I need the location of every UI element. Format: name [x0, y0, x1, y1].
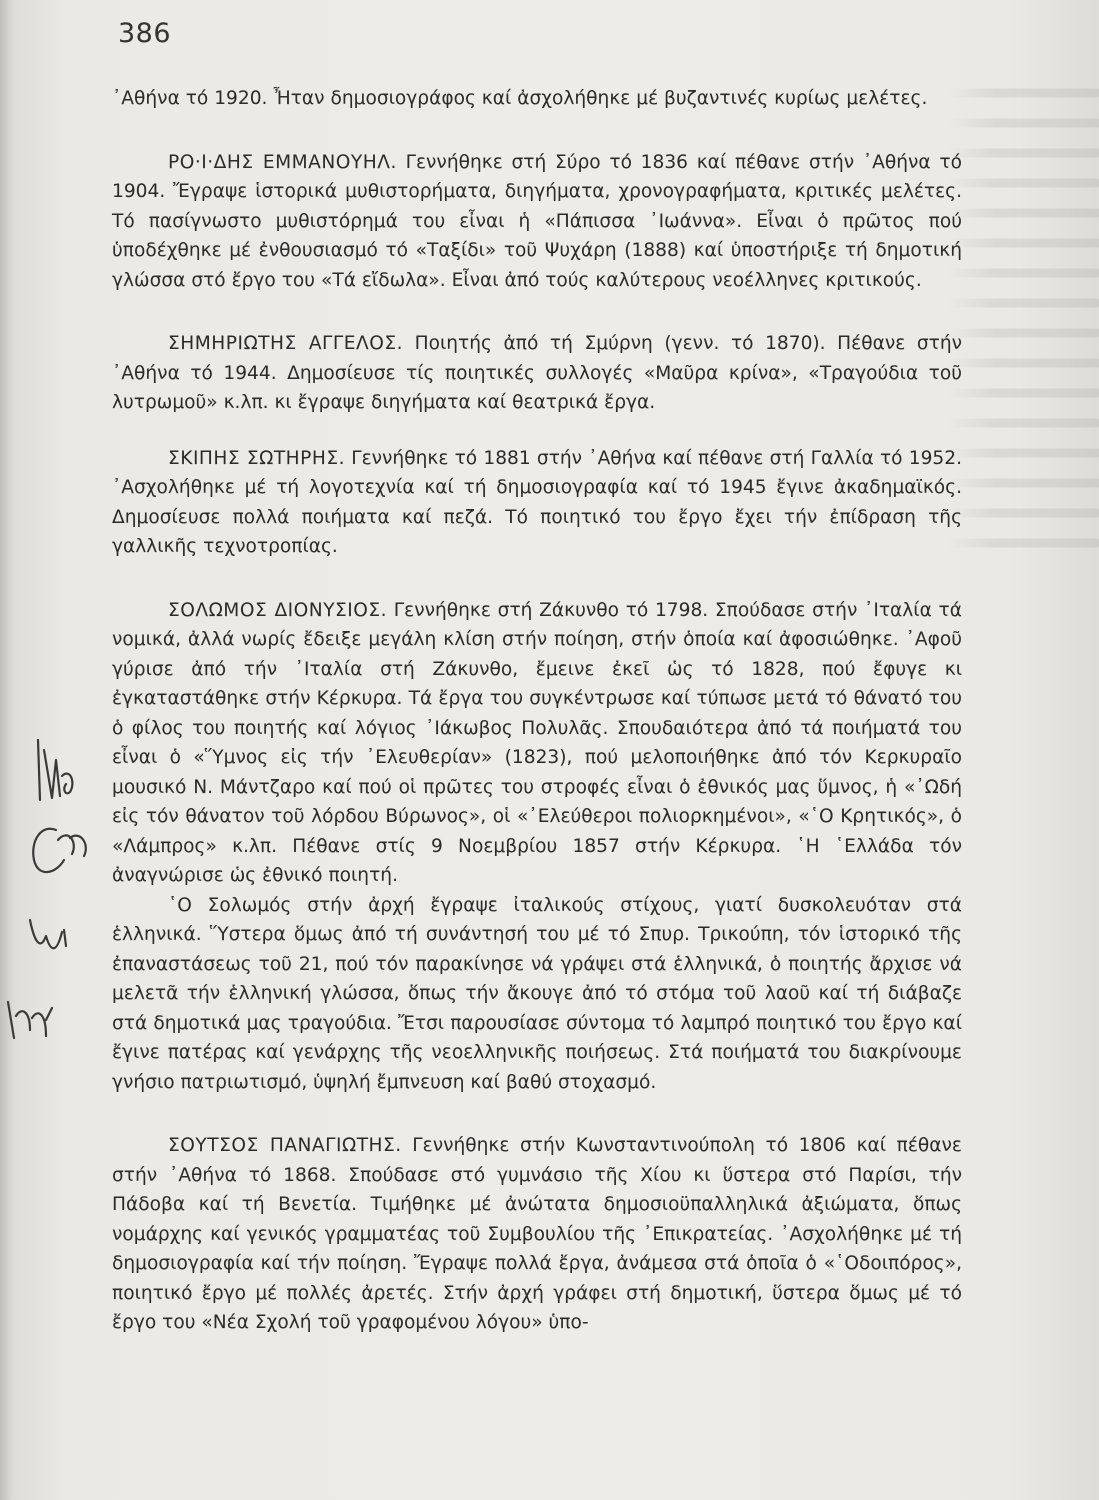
entry-skipis [112, 444, 962, 562]
entry-heading: ΣΟΥΤΣΟΣ ΠΑΝΑΓΙΩΤΗΣ. [168, 1135, 402, 1156]
text-column [112, 84, 962, 1338]
paragraph-body: ᾽Αθήνα τό 1920. Ἦταν δημοσιογράφος καί ἀσχολήθηκε μέ βυζαντινές κυρίως μελέτες. [112, 88, 928, 109]
entry-body: Γεννήθηκε τό 1881 στήν ᾽Αθήνα καί πέθανε στή Γαλλία τό 1952. ᾽Ασχολήθηκε μέ τή λογοτεχνία καί τή δημοσιογραφία καί τό 1945 ἔγινε ἀκαδημαϊκός. Δημοσίευσε πολλά ποιήματα καί πεζά. Τό ποιητικό του ἔργο ἔχει τήν ἐπίδραση τῆς γαλλικῆς τεχνοτροπίας. [112, 447, 962, 557]
paragraph-continuation [112, 84, 962, 114]
entry-body: Γεννήθηκε στή Σύρο τό 1836 καί πέθανε στήν ᾽Αθήνα τό 1904. Ἔγραψε ἱστορικά μυθιστορήματα, διηγήματα, χρονογραφήματα, κριτικές μελέτες. Τό πασίγνωστο μυθιστόρημά του εἶναι ἡ «Πάπισσα ᾽Ιωάννα». Εἶναι ὁ πρῶτος πού ὑποδέχθηκε μέ ἐνθουσιασμό τό «Ταξίδι» τοῦ Ψυχάρη (1888) καί ὑποστήριξε τή δημοτική γλώσσα στό ἔργο του «Τά εἴδωλα». Εἶναι ἀπό τούς καλύτερους νεοέλληνες κριτικούς. [112, 151, 962, 291]
paragraph-body: ῾Ο Σολωμός στήν ἀρχή ἔγραψε ἰταλικούς στίχους, γιατί δυσκολευόταν στά ἑλληνικά. Ὕστερα ὅμως ἀπό τή συνάντησή του μέ τό Σπυρ. Τρικούπη, τόν ἱστορικό τῆς ἐπαναστάσεως τοῦ 21, πού τόν παρακίνησε νά γράψει στά ἑλληνικά, ὁ ποιητής ἄρχισε νά μελετᾶ τήν ἑλληνική γλώσσα, ὅπως τήν ἄκουγε ἀπό τό στόμα τοῦ λαοῦ καί τή διάβαζε στά δημοτικά μας τραγούδια. Ἔτσι παρουσίασε σύντομα τό λαμπρό ποιητικό του ἔργο καί ἔγινε πατέρας καί γενάρχης τῆς νεοελληνικῆς ποιήσεως. Στά ποιήματά του διακρίνουμε γνήσιο πατριωτισμό, ὑψηλή ἔμπνευση καί βαθύ στοχασμό. [112, 894, 962, 1093]
entry-solomos [112, 596, 962, 891]
paragraph-solomos-continued [112, 891, 962, 1098]
bleed-through-text [949, 80, 1099, 560]
handwritten-margin-scribble [0, 720, 100, 1080]
entry-heading: ΣΗΜΗΡΙΩΤΗΣ ΑΓΓΕΛΟΣ. [168, 333, 404, 354]
entry-body: Γεννήθηκε στήν Κωνσταντινούπολη τό 1806 καί πέθανε στήν ᾽Αθήνα τό 1868. Σπούδασε στό γυμνάσιο τῆς Χίου κι ὕστερα στό Παρίσι, τήν Πάδοβα καί τή Βενετία. Τιμήθηκε μέ ἀνώτατα δημοσιοϋπαλληλικά ἀξιώματα, ὅπως νομάρχης καί γενικός γραμματέας τοῦ Συμβουλίου τῆς ᾽Επικρατείας. ᾽Ασχολήθηκε μέ τή δημοσιογραφία καί τήν ποίηση. Ἔγραψε πολλά ἔργα, ἀνάμεσα στά ὁποῖα ὁ «῾Οδοιπόρος», ποιητικό ἔργο μέ πολλές ἀρετές. Στήν ἀρχή γράφει στή δημοτική, ὕστερα ὅμως μέ τό ἔργο του «Νέα Σχολή τοῦ γραφομένου λόγου» ὑπο- [112, 1135, 962, 1333]
entry-body: Γεννήθηκε στή Ζάκυνθο τό 1798. Σπούδασε στήν ᾽Ιταλία τά νομικά, ἀλλά νωρίς ἔδειξε μεγάλη κλίση στήν ποίηση, στήν ὁποία καί ἀφοσιώθηκε. ᾽Αφοῦ γύρισε ἀπό τήν ᾽Ιταλία στή Ζάκυνθο, ἔμεινε ἐκεῖ ὡς τό 1828, πού ἔφυγε κι ἐγκαταστάθηκε στήν Κέρκυρα. Τά ἔργα του συγκέντρωσε καί τύπωσε μετά τό θάνατό του ὁ φίλος του ποιητής καί λόγιος ᾽Ιάκωβος Πολυλᾶς. Σπουδαιότερα ἀπό τά ποιήματά του εἶναι ὁ «Ὕμνος εἰς τήν ᾽Ελευθερίαν» (1823), πού μελοποιήθηκε ἀπό τόν Κερκυραῖο μουσικό Ν. Μάντζαρο καί πού οἱ πρῶτες του στροφές εἶναι ὁ ἐθνικός μας ὕμνος, ἡ «᾽Ωδή εἰς τόν θάνατον τοῦ λόρδου Βύρωνος», οἱ «᾽Ελεύθεροι πολιορκημένοι», «῾Ο Κρητικός», ὁ «Λάμπρος» κ.λπ. Πέθανε στίς 9 Νοεμβρίου 1857 στήν Κέρκυρα. ῾Η ῾Ελλάδα τόν ἀναγνώρισε ὡς ἐθνικό ποιητή. [112, 599, 962, 886]
entry-soutsos [112, 1131, 962, 1338]
entry-roidis [112, 148, 962, 296]
entry-heading: ΣΚΙΠΗΣ ΣΩΤΗΡΗΣ. [168, 447, 346, 469]
entry-simiriotis [112, 329, 962, 418]
entry-body: Ποιητής ἀπό τή Σμύρνη (γενν. τό 1870). Πέθανε στήν ᾽Αθήνα τό 1944. Δημοσίευσε τίς ποιητικές συλλογές «Μαῦρα κρίνα», «Τραγούδια τοῦ λυτρωμοῦ» κ.λπ. κι ἔγραψε διηγήματα καί θεατρικά ἔργα. [112, 333, 962, 413]
page-number: 386 [118, 18, 172, 49]
entry-heading: ΡΟ·Ι·ΔΗΣ ΕΜΜΑΝΟΥΗΛ. [168, 151, 397, 173]
entry-heading: ΣΟΛΩΜΟΣ ΔΙΟΝΥΣΙΟΣ. [168, 599, 388, 621]
